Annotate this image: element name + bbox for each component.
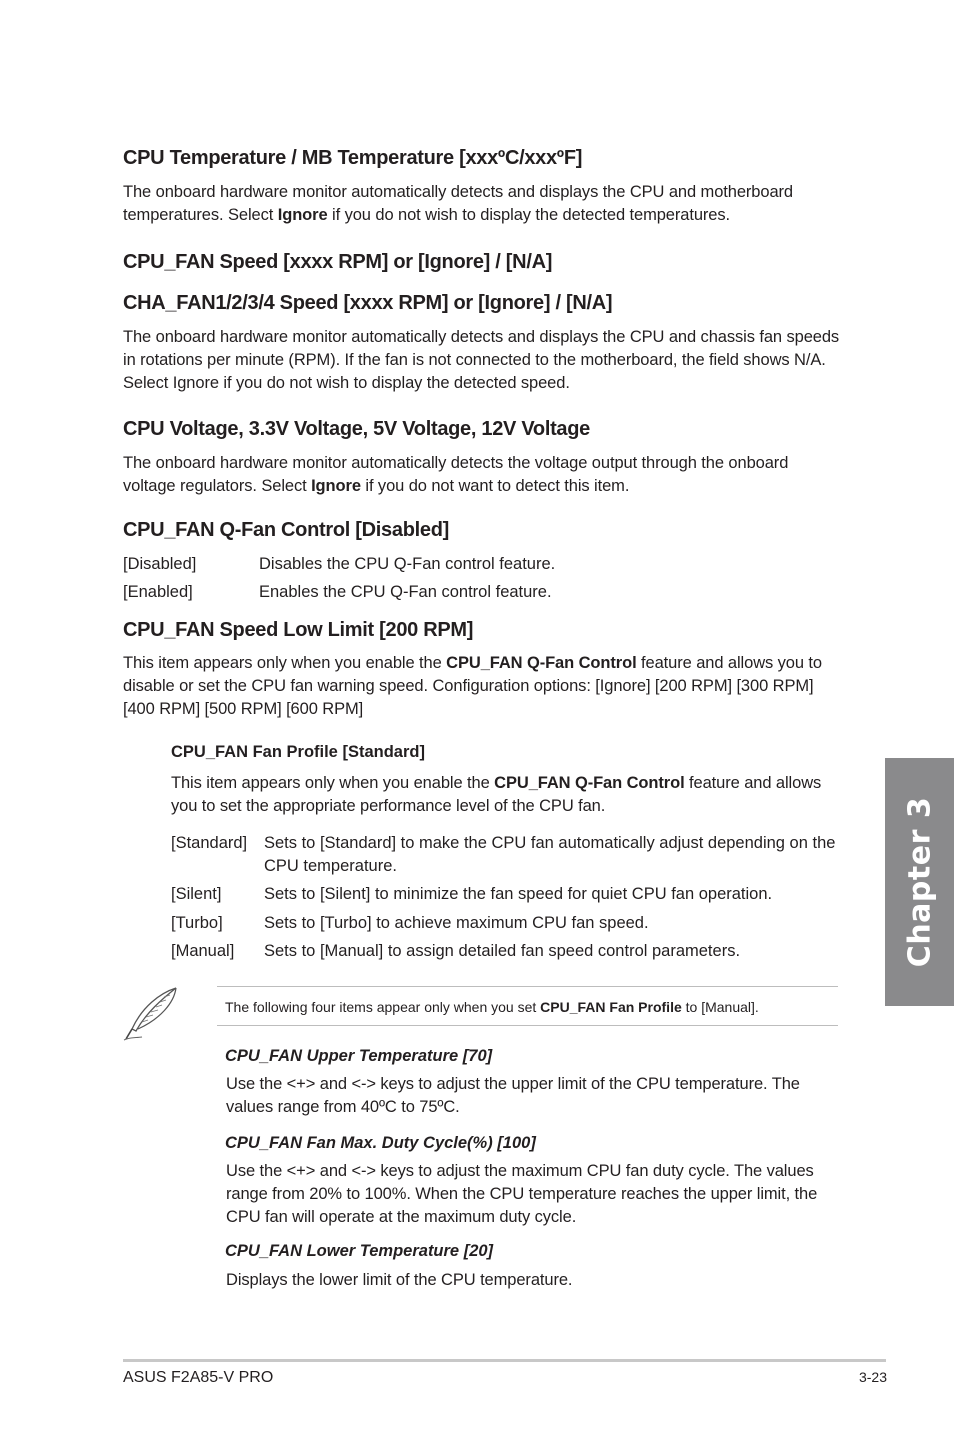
option-desc: Sets to [Standard] to make the CPU fan automatically adjust depending on the CPU temperature. [264,834,836,875]
paragraph-upper-temperature: Use the <+> and <-> keys to adjust the upper limit of the CPU temperature. The values range from 40ºC to 75ºC. [226,1075,800,1116]
heading-speed-low-limit: CPU_FAN Speed Low Limit [200 RPM] [123,619,474,641]
note-bottom-rule [217,1025,838,1026]
option-desc: Enables the CPU Q-Fan control feature. [259,583,552,601]
option-key: [Standard] [171,834,248,852]
note-text: The following four items appear only when you set CPU_FAN Fan Profile to [Manual]. [225,999,759,1015]
heading-fan-profile: CPU_FAN Fan Profile [Standard] [171,743,425,761]
option-key: [Silent] [171,885,222,903]
option-desc: Sets to [Silent] to minimize the fan speed for quiet CPU fan operation. [264,885,773,903]
footer-page-number: 3-23 [858,1369,887,1385]
feather-pen-icon [120,985,184,1045]
paragraph-max-duty-cycle: Use the <+> and <-> keys to adjust the maximum CPU fan duty cycle. The values range from 20% to 100%. When the CPU temperature reaches the upper limit, the CPU fan will operate at the maximum duty cycle. [226,1162,818,1226]
option-key: [Enabled] [123,583,193,601]
paragraph-cpu-temperature: The onboard hardware monitor automatically detects and displays the CPU and motherboard temperatures. Select Ignore if you do not wish to display the detected temperatures. [123,183,794,224]
heading-voltage: CPU Voltage, 3.3V Voltage, 5V Voltage, 12V Voltage [123,418,590,440]
option-desc: Disables the CPU Q-Fan control feature. [259,555,556,573]
chapter-tab [885,758,954,1006]
option-key: [Manual] [171,942,235,960]
option-key: [Disabled] [123,555,197,573]
heading-cpu-temperature: CPU Temperature / MB Temperature [xxxºC/xxxºF] [123,147,583,169]
paragraph-speed-low-limit: This item appears only when you enable the CPU_FAN Q-Fan Control feature and allows you to disable or set the CPU fan warning speed. Configuration options: [Ignore] [200 RPM] [300 RPM] [400 RPM] [500 RPM] [600 RPM] [123,654,822,718]
heading-cha-fan-speed: CHA_FAN1/2/3/4 Speed [xxxx RPM] or [Ignore] / [N/A] [123,292,613,314]
paragraph-lower-temperature: Displays the lower limit of the CPU temperature. [226,1271,573,1289]
footer-product-name: ASUS F2A85-V PRO [123,1369,274,1386]
option-key: [Turbo] [171,914,223,932]
heading-upper-temperature: CPU_FAN Upper Temperature [70] [225,1047,493,1065]
heading-max-duty-cycle: CPU_FAN Fan Max. Duty Cycle(%) [100] [225,1134,536,1152]
option-desc: Sets to [Manual] to assign detailed fan speed control parameters. [264,942,741,960]
paragraph-voltage: The onboard hardware monitor automatically detects the voltage output through the onboard voltage regulators. Select Ignore if you do not want to detect this item. [123,454,789,495]
heading-cpu-fan-speed: CPU_FAN Speed [xxxx RPM] or [Ignore] / [N/A] [123,251,553,273]
note-top-rule [217,986,838,987]
option-desc: Sets to [Turbo] to achieve maximum CPU fan speed. [264,914,649,932]
paragraph-fan-speed: The onboard hardware monitor automatically detects and displays the CPU and chassis fan speeds in rotations per minute (RPM). If the fan is not connected to the motherboard, the field shows N/A. Select Ignore if you do not wish to display the detected speed. [123,328,840,392]
chapter-tab-label: Chapter 3 [902,796,937,968]
heading-lower-temperature: CPU_FAN Lower Temperature [20] [225,1242,494,1260]
paragraph-fan-profile: This item appears only when you enable the CPU_FAN Q-Fan Control feature and allows you to set the appropriate performance level of the CPU fan. [171,774,822,815]
footer-rule [123,1359,886,1362]
heading-qfan-control: CPU_FAN Q-Fan Control [Disabled] [123,519,449,541]
